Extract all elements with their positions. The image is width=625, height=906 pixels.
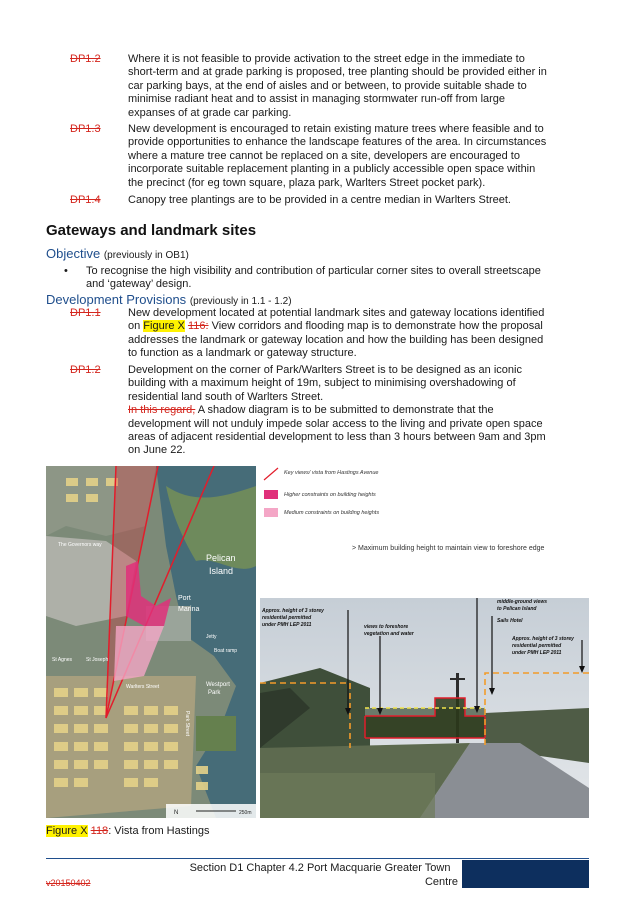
section-heading: Gateways and landmark sites (46, 222, 257, 239)
caption-figure-ref: Figure X (46, 825, 88, 837)
map-legend (262, 466, 482, 526)
map-label-warlters-street: Warlters Street (126, 684, 160, 690)
map-label-park-street: Park Street (184, 711, 190, 737)
dp-gateway-1 (70, 307, 595, 363)
map-scale: 250m (239, 810, 252, 816)
legend-vista-line (264, 468, 278, 480)
line: development will not unduly impede solar access to the living and private open space (128, 417, 543, 430)
photo-label-foreshore-2: vegetation and water (364, 631, 414, 637)
figure-ref[interactable]: Figure X (143, 320, 185, 333)
dp-text (128, 53, 547, 120)
footer-line-2: Centre (424, 876, 458, 888)
legend-high-swatch (264, 490, 278, 499)
dp-code: DP1.3 (70, 123, 101, 135)
bullet-text (86, 265, 586, 292)
line (128, 320, 544, 333)
photo-label-left-2: residential permitted (262, 615, 312, 621)
line: Where it is not feasible to provide activation to the street edge in the immediate to (128, 53, 525, 65)
map-label-marina: Marina (178, 606, 200, 613)
legend-medium-swatch (264, 508, 278, 517)
dp-code: DP1.1 (70, 307, 101, 319)
footer-color-block (462, 860, 589, 888)
photo-label-middle-2: to Pelican Island (497, 606, 537, 612)
footer-line-1: Section D1 Chapter 4.2 Port Macquarie Greater Town (189, 862, 451, 874)
map-label-st-agnes: St Agnes (52, 657, 73, 663)
line: Canopy tree plantings are to be provided in a centre median in Warlters Street. (128, 194, 511, 206)
old-figure-number: 116: (187, 320, 209, 333)
dp-top-3 (70, 194, 595, 208)
photo-label-right-1: Approx. height of 3 storey (512, 636, 574, 642)
caption-text: : Vista from Hastings (108, 825, 210, 837)
map-label-port: Port (178, 595, 191, 602)
photo-label-sails-hotel: Sails Hotel (497, 618, 523, 624)
line: Development on the corner of Park/Warlters Street is to be designed as an iconic (128, 364, 522, 376)
provisions-heading (46, 292, 292, 307)
line: on June 22. (128, 444, 186, 457)
map-label-westport: Westport (206, 682, 230, 688)
text: View corridors and flooding map is to demonstrate how the proposal (208, 320, 543, 333)
photo-label-foreshore-1: views to foreshore (364, 624, 409, 630)
map-label-jetty: Jetty (206, 634, 217, 640)
objective-heading (46, 246, 189, 261)
line: residential land south of Warlters Street. (128, 390, 324, 403)
footer-title (180, 861, 460, 889)
dp-gateway-2 (70, 364, 595, 464)
dp-top-2 (70, 123, 595, 193)
struck-text: In this regard, (128, 404, 196, 417)
footer-rule (46, 858, 589, 859)
dp-code: DP1.2 (70, 53, 101, 65)
dp-text (128, 307, 544, 361)
line: New development located at potential landmark sites and gateway locations identified (128, 307, 545, 319)
line: to function as a landmark or gateway structure. (128, 347, 357, 360)
line: the precinct (for eg town square, plaza park, Warlters Street pocket park). (128, 176, 486, 189)
legend-item-high: Higher constraints on building heights (284, 492, 376, 498)
line: To recognise the high visibility and contribution of particular corner sites to overall streetscape (86, 265, 541, 277)
map-label-westport-park: Park (208, 690, 221, 696)
line: building with a maximum height of 19m, subject to minimising overshadowing of (128, 377, 516, 390)
legend-item-vista: Key views/ vista from Hastings Avenue (284, 470, 379, 476)
line: short-term and at grade parking is proposed, tree planting should be provided either in (128, 66, 547, 79)
text: on (128, 320, 144, 333)
line: incorporate suitable replacement planting in a publicly accessible open space within (128, 163, 536, 176)
line: New development is encouraged to retain existing mature trees where feasible and to (128, 123, 544, 135)
photo-label-middle-1: middle-ground views (497, 599, 548, 605)
text: A shadow diagram is to be submitted to demonstrate that the (195, 404, 494, 417)
line: and ‘gateway’ design. (86, 278, 192, 291)
objective-note: (previously in OB1) (103, 250, 189, 261)
photo-label-right-2: residential permitted (512, 643, 562, 649)
map-label-pelican: Pelican (206, 553, 236, 563)
map-label-st-joseph: St Joseph (86, 657, 109, 663)
line: where a mature tree cannot be replaced on a site, developers are encouraged to (128, 149, 520, 162)
dp-text (128, 123, 546, 190)
photo-label-right-3: under PMH LEP 2011 (512, 650, 562, 656)
photo-label-left-3: under PMH LEP 2011 (262, 622, 312, 628)
map-north-arrow: N (174, 810, 179, 816)
line: minimise radiant heat and to assist in managing stormwater run-off from large (128, 93, 506, 106)
dp-text (128, 364, 546, 458)
line: areas of adjacent residential development to less than 3 hours between 9am and 3pm (128, 431, 546, 444)
dp-top-1 (70, 53, 595, 123)
map-label-governors-way: The Governors way (58, 542, 102, 548)
objective-title: Objective (46, 246, 101, 261)
provisions-title: Development Provisions (46, 292, 187, 307)
max-height-note: > Maximum building height to maintain view to foreshore edge (352, 545, 545, 552)
caption-old-number: 118 (90, 825, 109, 837)
photo-label-left-1: Approx. height of 3 storey (262, 608, 324, 614)
line: expanses of at grade car parking. (128, 106, 292, 119)
line: addresses the landmark or gateway location and how the building has been designed (128, 333, 544, 346)
map-label-island: Island (209, 566, 234, 576)
street-view-photo (260, 598, 589, 818)
map-label-boat-ramp: Boat ramp (214, 648, 238, 654)
provisions-note: (previously in 1.1 - 1.2) (189, 296, 292, 307)
dp-code: DP1.2 (70, 364, 101, 376)
dp-code: DP1.4 (70, 194, 101, 206)
line: car parking bays, at the end of aisles and or between, to provide suitable shade to (128, 79, 527, 92)
legend-item-medium: Medium constraints on building heights (284, 510, 380, 516)
dp-text (128, 194, 511, 207)
line: provide opportunities to enhance the landscape features of the area. In circumstances (128, 136, 547, 149)
figure-caption (46, 825, 209, 837)
bullet-dot: • (64, 265, 68, 277)
version-stamp: v20150402 (46, 878, 91, 888)
line (128, 404, 546, 417)
aerial-map (46, 466, 256, 818)
